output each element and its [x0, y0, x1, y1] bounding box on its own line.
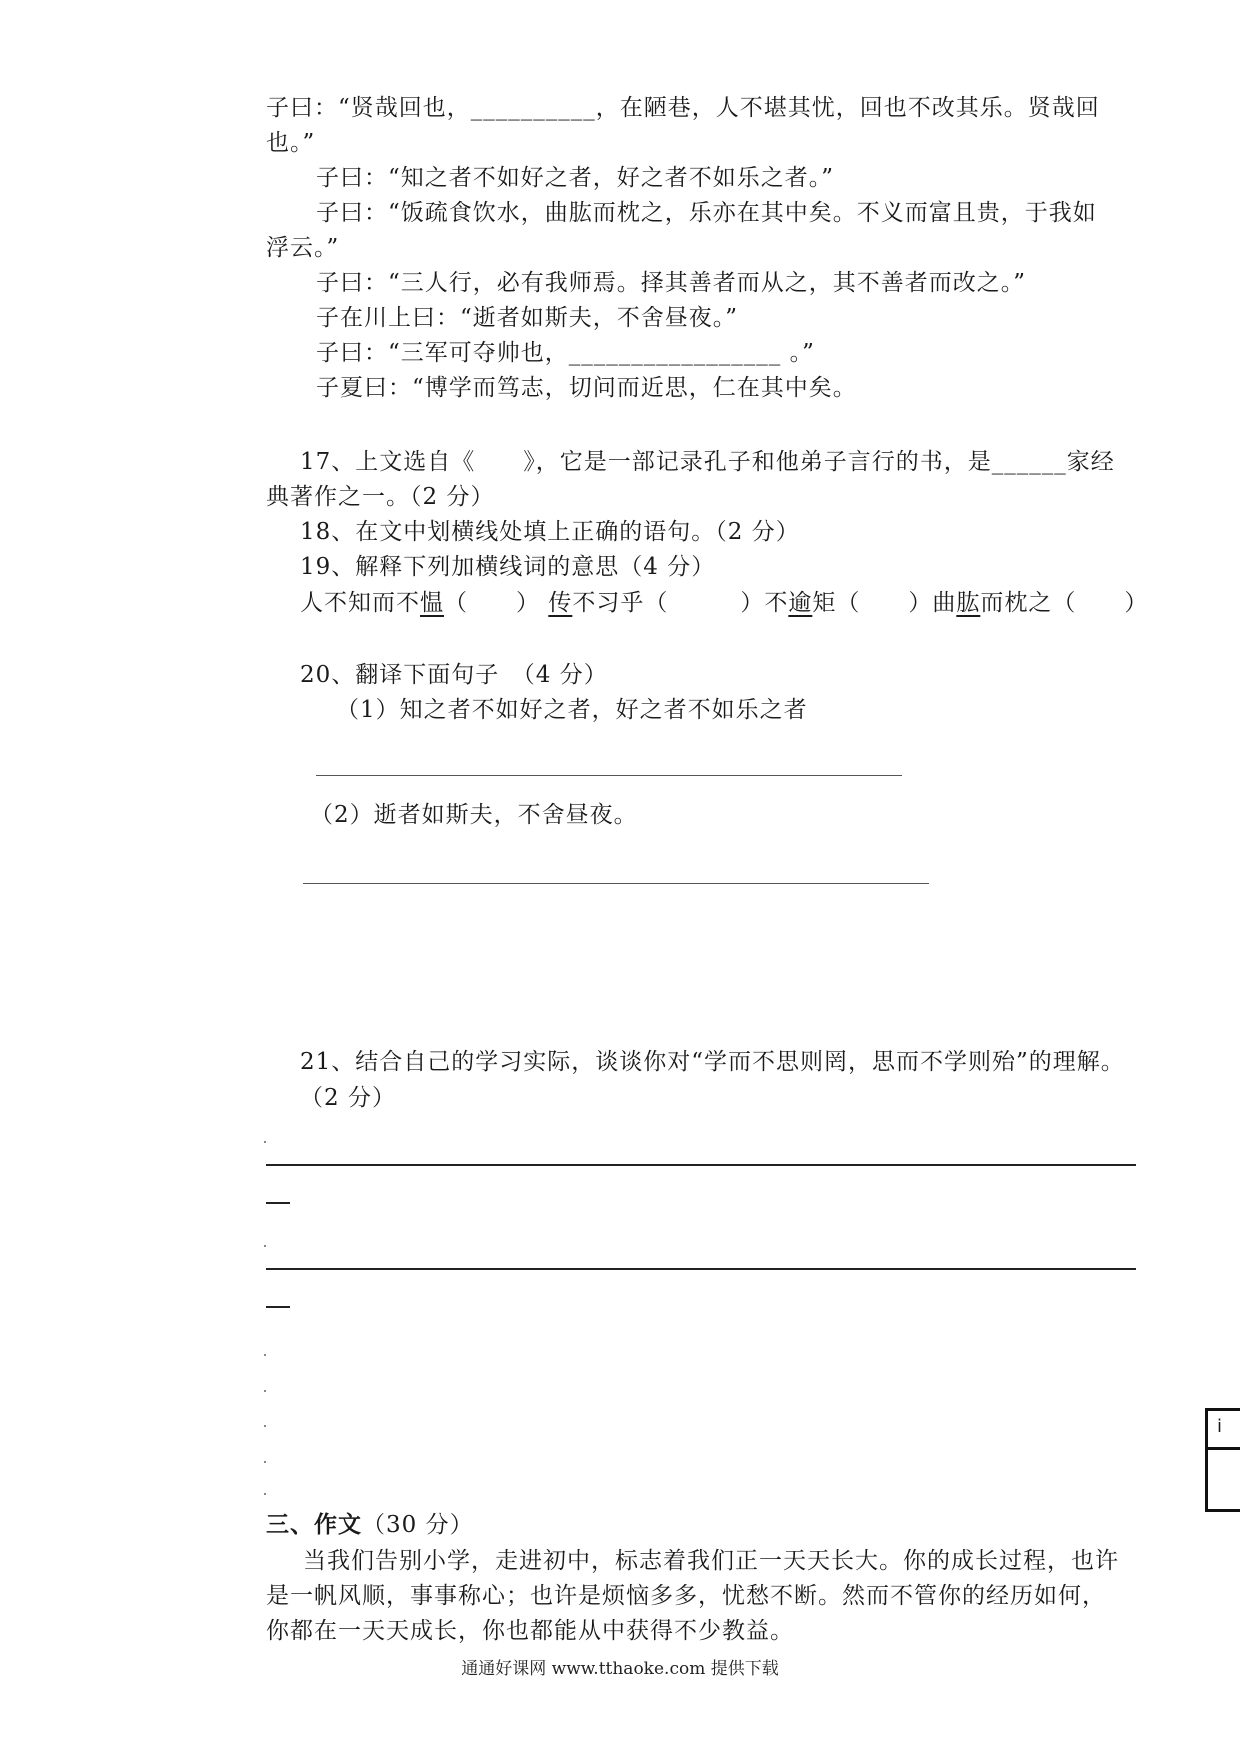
answer-line-21-2-cont	[266, 1306, 290, 1308]
margin-dot	[264, 1354, 266, 1356]
essay-heading-line	[266, 1510, 474, 1540]
side-box-label: i	[1217, 1416, 1223, 1437]
answer-line-20-2	[303, 883, 929, 884]
answer-line-21-1-cont	[266, 1202, 290, 1204]
q19-a-post: （ ）	[444, 590, 540, 616]
passage-line-8: 子曰：“三军可夺帅也，_________________ 。”	[316, 340, 815, 366]
answer-line-20-1	[316, 775, 902, 776]
q19-a-pre: 人不知而不	[300, 590, 420, 616]
question-19: 19、解释下列加横线词的意思（4 分）	[300, 554, 716, 580]
q19-word-yun: 愠	[420, 590, 444, 616]
passage-line-5: 浮云。”	[266, 235, 340, 261]
side-box-divider	[1208, 1447, 1240, 1450]
q19-word-gong: 肱	[956, 590, 981, 616]
question-20: 20、翻译下面句子 （4 分）	[300, 662, 608, 688]
q19-word-yu: 逾	[788, 590, 813, 616]
passage-line-4: 子曰：“饭疏食饮水，曲肱而枕之，乐亦在其中矣。不义而富且贵，于我如	[316, 200, 1097, 226]
margin-dot	[264, 1461, 266, 1463]
passage-line-9: 子夏曰：“博学而笃志，切问而近思，仁在其中矣。	[316, 375, 857, 401]
footer-download-credit: 通通好课网 www.tthaoke.com 提供下载	[461, 1659, 779, 1679]
essay-heading: 三、作文	[266, 1512, 362, 1538]
question-17-line-2: 典著作之一。（2 分）	[266, 484, 495, 510]
q19-word-chuan: 传	[548, 590, 573, 616]
essay-prompt-line-3: 你都在一天天成长，你也都能从中获得不少教益。	[266, 1618, 794, 1644]
margin-dot	[264, 1390, 266, 1392]
side-score-box	[1205, 1408, 1240, 1512]
answer-line-21-2	[266, 1268, 1136, 1270]
passage-line-6: 子曰：“三人行，必有我师焉。择其善者而从之，其不善者而改之。”	[316, 270, 1027, 296]
question-19-items	[300, 588, 1148, 618]
question-21-line-2: （2 分）	[300, 1085, 396, 1111]
margin-dot	[264, 1245, 266, 1247]
question-17-line-1: 17、上文选自《 》，它是一部记录孔子和他弟子言行的书，是______家经	[300, 449, 1115, 475]
question-20-sentence-1: （1）知之者不如好之者，好之者不如乐之者	[336, 697, 808, 723]
margin-dot	[264, 1425, 266, 1427]
question-21-line-1: 21、结合自己的学习实际，谈谈你对“学而不思则罔，思而不学则殆”的理解。	[300, 1049, 1125, 1075]
q19-b-post: 不习乎（ ）不	[572, 590, 789, 616]
passage-line-2: 也。”	[266, 130, 316, 156]
passage-line-1: 子曰：“贤哉回也，__________，在陋巷，人不堪其忧，回也不改其乐。贤哉回	[266, 95, 1100, 121]
margin-dot	[264, 1493, 266, 1495]
answer-line-21-1	[266, 1164, 1136, 1166]
essay-prompt-line-2: 是一帆风顺，事事称心；也许是烦恼多多，忧愁不断。然而不管你的经历如何，	[266, 1583, 1106, 1609]
question-20-sentence-2: （2）逝者如斯夫，不舍昼夜。	[310, 802, 638, 828]
q19-c-post: 矩（ ）曲	[812, 590, 957, 616]
margin-dot	[264, 1141, 266, 1143]
essay-score: （30 分）	[362, 1512, 474, 1538]
question-18: 18、在文中划横线处填上正确的语句。（2 分）	[300, 519, 800, 545]
passage-line-7: 子在川上曰：“逝者如斯夫，不舍昼夜。”	[316, 305, 739, 331]
essay-prompt-line-1: 当我们告别小学，走进初中，标志着我们正一天天长大。你的成长过程，也许	[303, 1548, 1119, 1574]
passage-line-3: 子曰：“知之者不如好之者，好之者不如乐之者。”	[316, 165, 835, 191]
q19-d-post: 而枕之（ ）	[980, 590, 1149, 616]
